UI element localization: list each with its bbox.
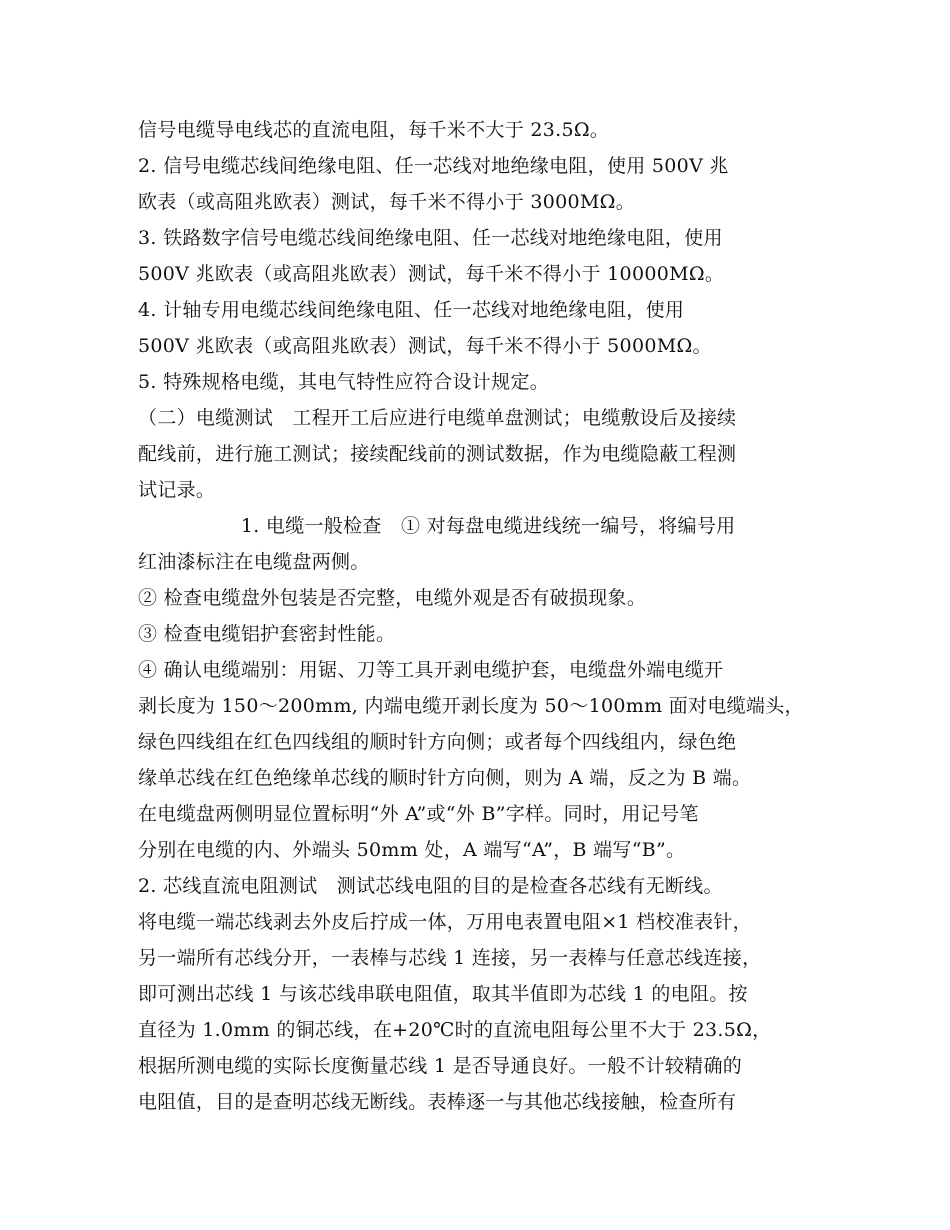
text-line: ③ 检查电缆铝护套密封性能。 [138,623,396,645]
text-line: （二）电缆测试 工程开工后应进行电缆单盘测试；电缆敷设后及接续 [138,407,737,429]
text-line: 2. 芯线直流电阻测试 测试芯线电阻的目的是检查各芯线有无断线。 [138,875,723,897]
text-line: 直径为 1.0mm 的铜芯线，在+20℃时的直流电阻每公里不大于 23.5Ω， [138,1019,772,1041]
text-line: 即可测出芯线 1 与该芯线串联电阻值，取其半值即为芯线 1 的电阻。按 [138,983,748,1005]
text-line: ④ 确认电缆端别：用锯、刀等工具开剥电缆护套，电缆盘外端电缆开 [138,659,724,681]
text-line: 欧表（或高阻兆欧表）测试，每千米不得小于 3000MΩ。 [138,191,636,213]
text-line: 4. 计轴专用电缆芯线间绝缘电阻、任一芯线对地绝缘电阻，使用 [138,299,685,321]
text-line: ② 检查电缆盘外包装是否完整，电缆外观是否有破损现象。 [138,587,647,609]
text-line: 2. 信号电缆芯线间绝缘电阻、任一芯线对地绝缘电阻，使用 500V 兆 [138,155,729,177]
text-line: 红油漆标注在电缆盘两侧。 [138,551,370,573]
text-line: 在电缆盘两侧明显位置标明“外 A”或“外 B”字样。同时，用记号笔 [138,803,699,825]
text-line: 根据所测电缆的实际长度衡量芯线 1 是否导通良好。一般不计较精确的 [138,1055,743,1077]
text-line: 剥长度为 150～200mm, 内端电缆开剥长度为 50～100mm 面对电缆端头， [138,695,804,717]
text-line: 电阻值，目的是查明芯线无断线。表棒逐一与其他芯线接触，检查所有 [138,1091,737,1113]
text-line: 信号电缆导电线芯的直流电阻，每千米不大于 23.5Ω。 [138,119,610,141]
text-line: 绿色四线组在红色四线组的顺时针方向侧；或者每个四线组内，绿色绝 [138,731,737,753]
text-line: 分别在电缆的内、外端头 50mm 处，A 端写“A”，B 端写“B”。 [138,839,686,861]
text-line: 1. 电缆一般检查 ① 对每盘电缆进线统一编号，将编号用 [138,515,736,537]
text-line: 500V 兆欧表（或高阻兆欧表）测试，每千米不得小于 5000MΩ。 [138,335,712,357]
text-line: 500V 兆欧表（或高阻兆欧表）测试，每千米不得小于 10000MΩ。 [138,263,725,285]
text-line: 3. 铁路数字信号电缆芯线间绝缘电阻、任一芯线对地绝缘电阻，使用 [138,227,723,249]
text-line: 将电缆一端芯线剥去外皮后拧成一体，万用电表置电阻×1 档校准表针， [138,911,752,933]
text-line: 缘单芯线在红色绝缘单芯线的顺时针方向侧，则为 A 端，反之为 B 端。 [138,767,752,789]
text-line: 试记录。 [138,479,216,501]
text-line: 5. 特殊规格电缆，其电气特性应符合设计规定。 [138,371,550,393]
text-line: 另一端所有芯线分开，一表棒与芯线 1 连接，另一表棒与任意芯线连接， [138,947,762,969]
text-line: 配线前，进行施工测试；接续配线前的测试数据，作为电缆隐蔽工程测 [138,443,737,465]
